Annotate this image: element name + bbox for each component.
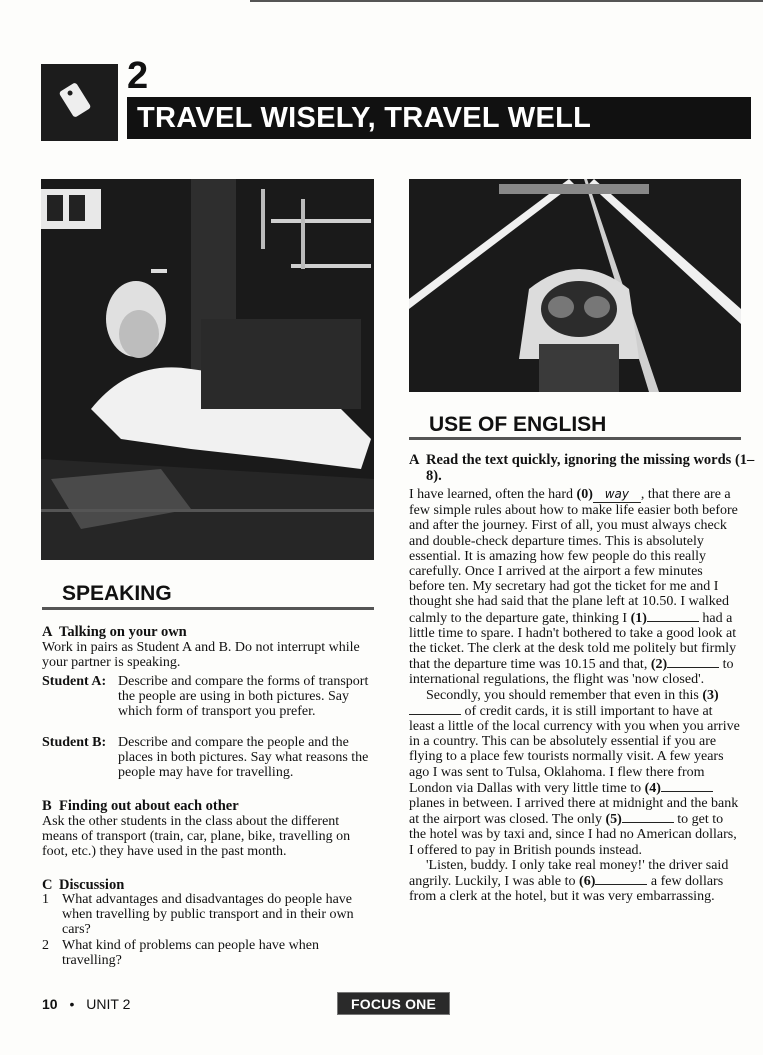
gap-1-blank[interactable] xyxy=(647,610,699,622)
gap-5-number: (5) xyxy=(605,812,622,828)
gap-6-number: (6) xyxy=(579,874,596,890)
tag-shape xyxy=(59,82,92,118)
uoe-task-a-title xyxy=(409,452,758,484)
text-segment: to international regulations, the flight was 'now closed'. xyxy=(409,657,734,688)
motorcyclist-photo xyxy=(409,179,741,392)
task-title-text: Finding out about each other xyxy=(59,798,239,814)
text-segment: had a little time to spare. I hadn't bothered to take a good look at the ticket. The clerk at the desk told me politely but firmly that the departure time was 10.15 and that, xyxy=(409,610,737,673)
discussion-question xyxy=(42,938,377,968)
task-letter: B xyxy=(42,798,52,814)
question-text: What kind of problems can people have when travelling? xyxy=(62,938,319,969)
footer-separator: • xyxy=(69,996,75,1012)
gap-3-blank[interactable] xyxy=(409,703,461,715)
cloze-paragraph-2 xyxy=(409,688,741,858)
cloze-paragraph-3 xyxy=(409,858,741,905)
airport-photo xyxy=(41,179,374,560)
speaking-task-a-title xyxy=(42,624,187,640)
student-b-instruction xyxy=(42,735,377,781)
speaking-task-a-intro: Work in pairs as Student A and B. Do not interrupt while your partner is speaking. xyxy=(42,640,360,671)
student-a-label: Student A: xyxy=(42,674,107,689)
gap-0-answer: way xyxy=(593,487,641,503)
gap-0-number: (0) xyxy=(576,487,593,502)
task-letter: A xyxy=(409,452,420,468)
task-letter: A xyxy=(42,624,53,640)
text-segment: I have learned, often the hard xyxy=(409,487,577,502)
page-number: 10 xyxy=(42,996,58,1012)
task-title-text: Discussion xyxy=(59,877,125,893)
student-b-text: Describe and compare the people and the places in both pictures. Say what reasons the people may have for travelling. xyxy=(118,735,369,781)
text-segment: a few dollars from a clerk at the hotel, but it was very embarrassing. xyxy=(409,874,724,905)
use-of-english-rule xyxy=(409,437,741,440)
gap-2-blank[interactable] xyxy=(667,656,719,668)
task-title-text: Read the text quickly, ignoring the missing words (1–8). xyxy=(426,452,755,484)
gap-4-number: (4) xyxy=(644,780,661,796)
cloze-paragraph-1 xyxy=(409,487,741,688)
use-of-english-heading: USE OF ENGLISH xyxy=(429,413,607,436)
airport-photo-art xyxy=(41,179,374,560)
gap-5-blank[interactable] xyxy=(622,811,674,823)
discussion-question xyxy=(42,892,377,938)
page-footer xyxy=(42,996,130,1012)
luggage-tag-icon xyxy=(41,64,118,141)
text-segment: 'Listen, buddy. I only take real money!' the driver said angrily. Luckily, I was able to xyxy=(409,857,729,890)
motorcyclist-photo-art xyxy=(409,179,741,392)
gap-3-number: (3) xyxy=(702,687,719,703)
speaking-task-b-text: Ask the other students in the class about the different means of transport (train, car, plane, bike, travelling on foot, etc.) they have used in the past month. xyxy=(42,814,351,860)
speaking-heading: SPEAKING xyxy=(62,582,172,605)
student-a-text: Describe and compare the forms of transport the people are using in both pictures. Say which form of transport you prefer. xyxy=(118,674,369,720)
gap-4-blank[interactable] xyxy=(661,780,713,792)
speaking-task-b-title xyxy=(42,798,239,814)
text-segment: Secondly, you should remember that even in this xyxy=(426,687,703,703)
footer-unit-label: UNIT 2 xyxy=(86,996,131,1012)
question-number: 2 xyxy=(42,938,49,953)
student-a-instruction xyxy=(42,674,377,720)
task-letter: C xyxy=(42,877,53,893)
unit-number: 2 xyxy=(127,55,149,97)
text-segment: to get to the hotel was by taxi and, since I had no American dollars, I offered to pay in British pounds instead. xyxy=(409,812,737,858)
text-segment: , that there are a few simple rules about how to make life easier both before and after the journey. First of all, you must always check and double-check departure times. This is absolutely essential. It is amazing how few people do this really carefully. Once I arrived at the airport a few minutes before ten. My secretary had got the ticket for me and I thought she had said that the plane left at 10.50. I walked calmly to the departure gate, thinking I xyxy=(409,487,738,626)
speaking-rule xyxy=(42,607,374,610)
speaking-task-c-title xyxy=(42,877,124,893)
task-title-text: Talking on your own xyxy=(59,624,187,640)
student-b-label: Student B: xyxy=(42,735,107,750)
question-text: What advantages and disadvantages do people have when travelling by public transport and in their own cars? xyxy=(62,892,354,938)
text-segment: of credit cards, it is still important to have at least a little of the local currency with you when you arrive in a country. This can be absolutely essential if you are flying to a place few tourists normally visit. A few years ago I was sent to Tulsa, Oklahoma. I flew there from London via Dallas with very little time to xyxy=(409,703,740,796)
unit-title: TRAVEL WISELY, TRAVEL WELL xyxy=(127,97,751,139)
top-rule xyxy=(250,0,763,2)
gap-6-blank[interactable] xyxy=(595,873,647,885)
gap-1-number: (1) xyxy=(630,610,647,626)
focus-one-logo: FOCUS ONE xyxy=(337,992,450,1015)
question-number: 1 xyxy=(42,892,49,907)
cloze-text xyxy=(409,487,741,904)
gap-2-number: (2) xyxy=(650,657,668,673)
text-segment: planes in between. I arrived there at midnight and the bank at the airport was closed. The only xyxy=(409,796,739,828)
